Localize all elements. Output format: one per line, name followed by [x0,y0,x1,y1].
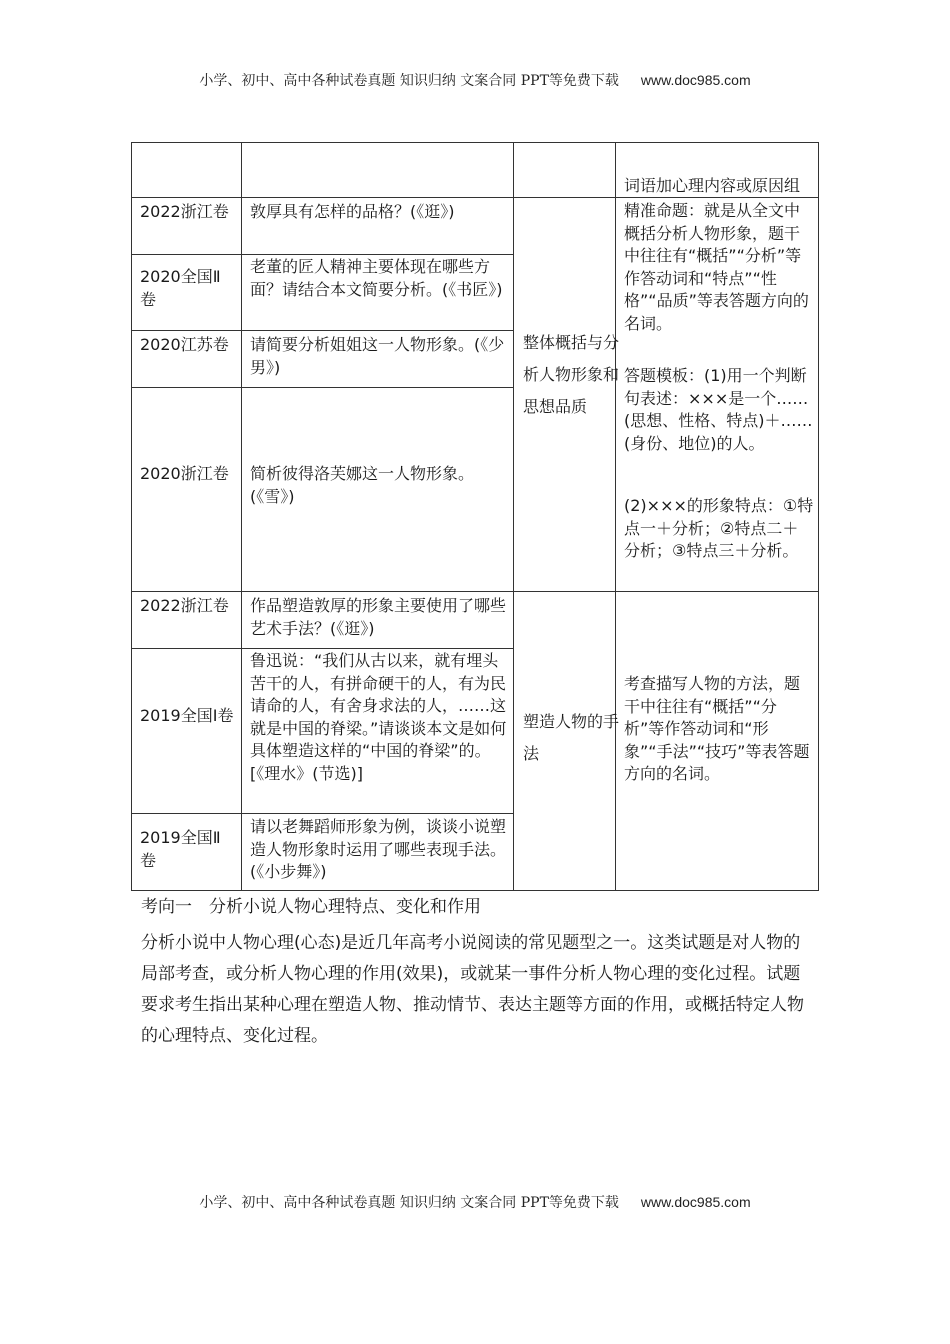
footer-text: 小学、初中、高中各种试卷真题 知识归纳 文案合同 PPT等免费下载 [199,1195,619,1211]
exam-question-table [131,142,819,891]
row-year: 2022浙江卷 [140,596,229,615]
row-question: 作品塑造敦厚的形象主要使用了哪些艺术手法？(《逛》) [250,596,507,638]
row-question: 请以老舞蹈师形象为例，谈谈小说塑造人物形象时运用了哪些表现手法。(《小步舞》) [250,817,507,881]
focus-label: 塑造人物的手法 [523,712,620,763]
row-year: 2020全国Ⅱ卷 [140,267,221,309]
row-divider [132,813,513,814]
top-row-tip: 词语加心理内容或原因组 [624,176,801,195]
paragraph-text: 分析小说中人物心理(心态)是近几年高考小说阅读的常见题型之一。这类试题是对人物的局部考查，或分析人物心理的作用(效果)，或就某一事件分析人物心理的变化过程。试题要求考生指出某种心理在塑造人物、推动情节、表达主题等方面的作用，或概括特定人物的心理特点、变化过程。 [141,933,804,1046]
page-header [0,70,950,90]
row-question: 鲁迅说：“我们从古以来，就有埋头苦干的人，有拼命硬干的人，有为民请命的人，有舍身求法的人，……这就是中国的脊梁。”请谈谈本文是如何具体塑造这样的“中国的脊梁”的。[《理水》(节选)] [250,651,507,783]
row-divider [132,197,818,198]
page-footer [0,1192,950,1212]
row-year: 2019全国Ⅰ卷 [140,706,234,725]
section-paragraph [141,928,811,1052]
row-question: 敦厚具有怎样的品格？(《逛》) [250,202,455,221]
col-divider [513,143,514,890]
row-question: 请简要分析姐姐这一人物形象。(《少男》) [250,335,505,377]
answer-template: 答题模板：(1)用一个判断句表述：×××是一个……(思想、性格、特点)＋……(身份、地位)的人。 [624,366,813,453]
col-divider [615,143,616,890]
row-divider [132,387,513,388]
row-year: 2022浙江卷 [140,202,229,221]
row-year: 2020江苏卷 [140,335,229,354]
footer-site[interactable]: www.doc985.com [640,1194,751,1210]
row-divider [132,648,513,649]
focus-label: 整体概括与分析人物形象和思想品质 [523,333,620,416]
answer-tip: 考查描写人物的方法，题干中往往有“概括”“分析”等作答动词和“形象”“手法”“技巧”等表答题方向的名词。 [624,674,810,783]
section-subtitle: 考向一 分析小说人物心理特点、变化和作用 [141,897,481,917]
row-divider [132,330,513,331]
row-year: 2019全国Ⅱ卷 [140,828,221,870]
row-divider [132,254,513,255]
header-text: 小学、初中、高中各种试卷真题 知识归纳 文案合同 PPT等免费下载 [199,73,619,89]
row-year: 2020浙江卷 [140,464,229,483]
row-question: 简析彼得洛芙娜这一人物形象。(《雪》) [250,464,475,506]
header-site[interactable]: www.doc985.com [640,72,751,88]
col-divider [241,143,242,890]
row-question: 老董的匠人精神主要体现在哪些方面？请结合本文简要分析。(《书匠》) [250,257,503,299]
answer-tip: 精准命题：就是从全文中概括分析人物形象，题干中往往有“概括”“分析”等作答动词和“特点”“性格”“品质”等表答题方向的名词。 [624,201,809,333]
answer-template-2: (2)×××的形象特点：①特点一＋分析；②特点二＋分析；③特点三＋分析。 [624,496,814,560]
row-divider [132,591,818,592]
